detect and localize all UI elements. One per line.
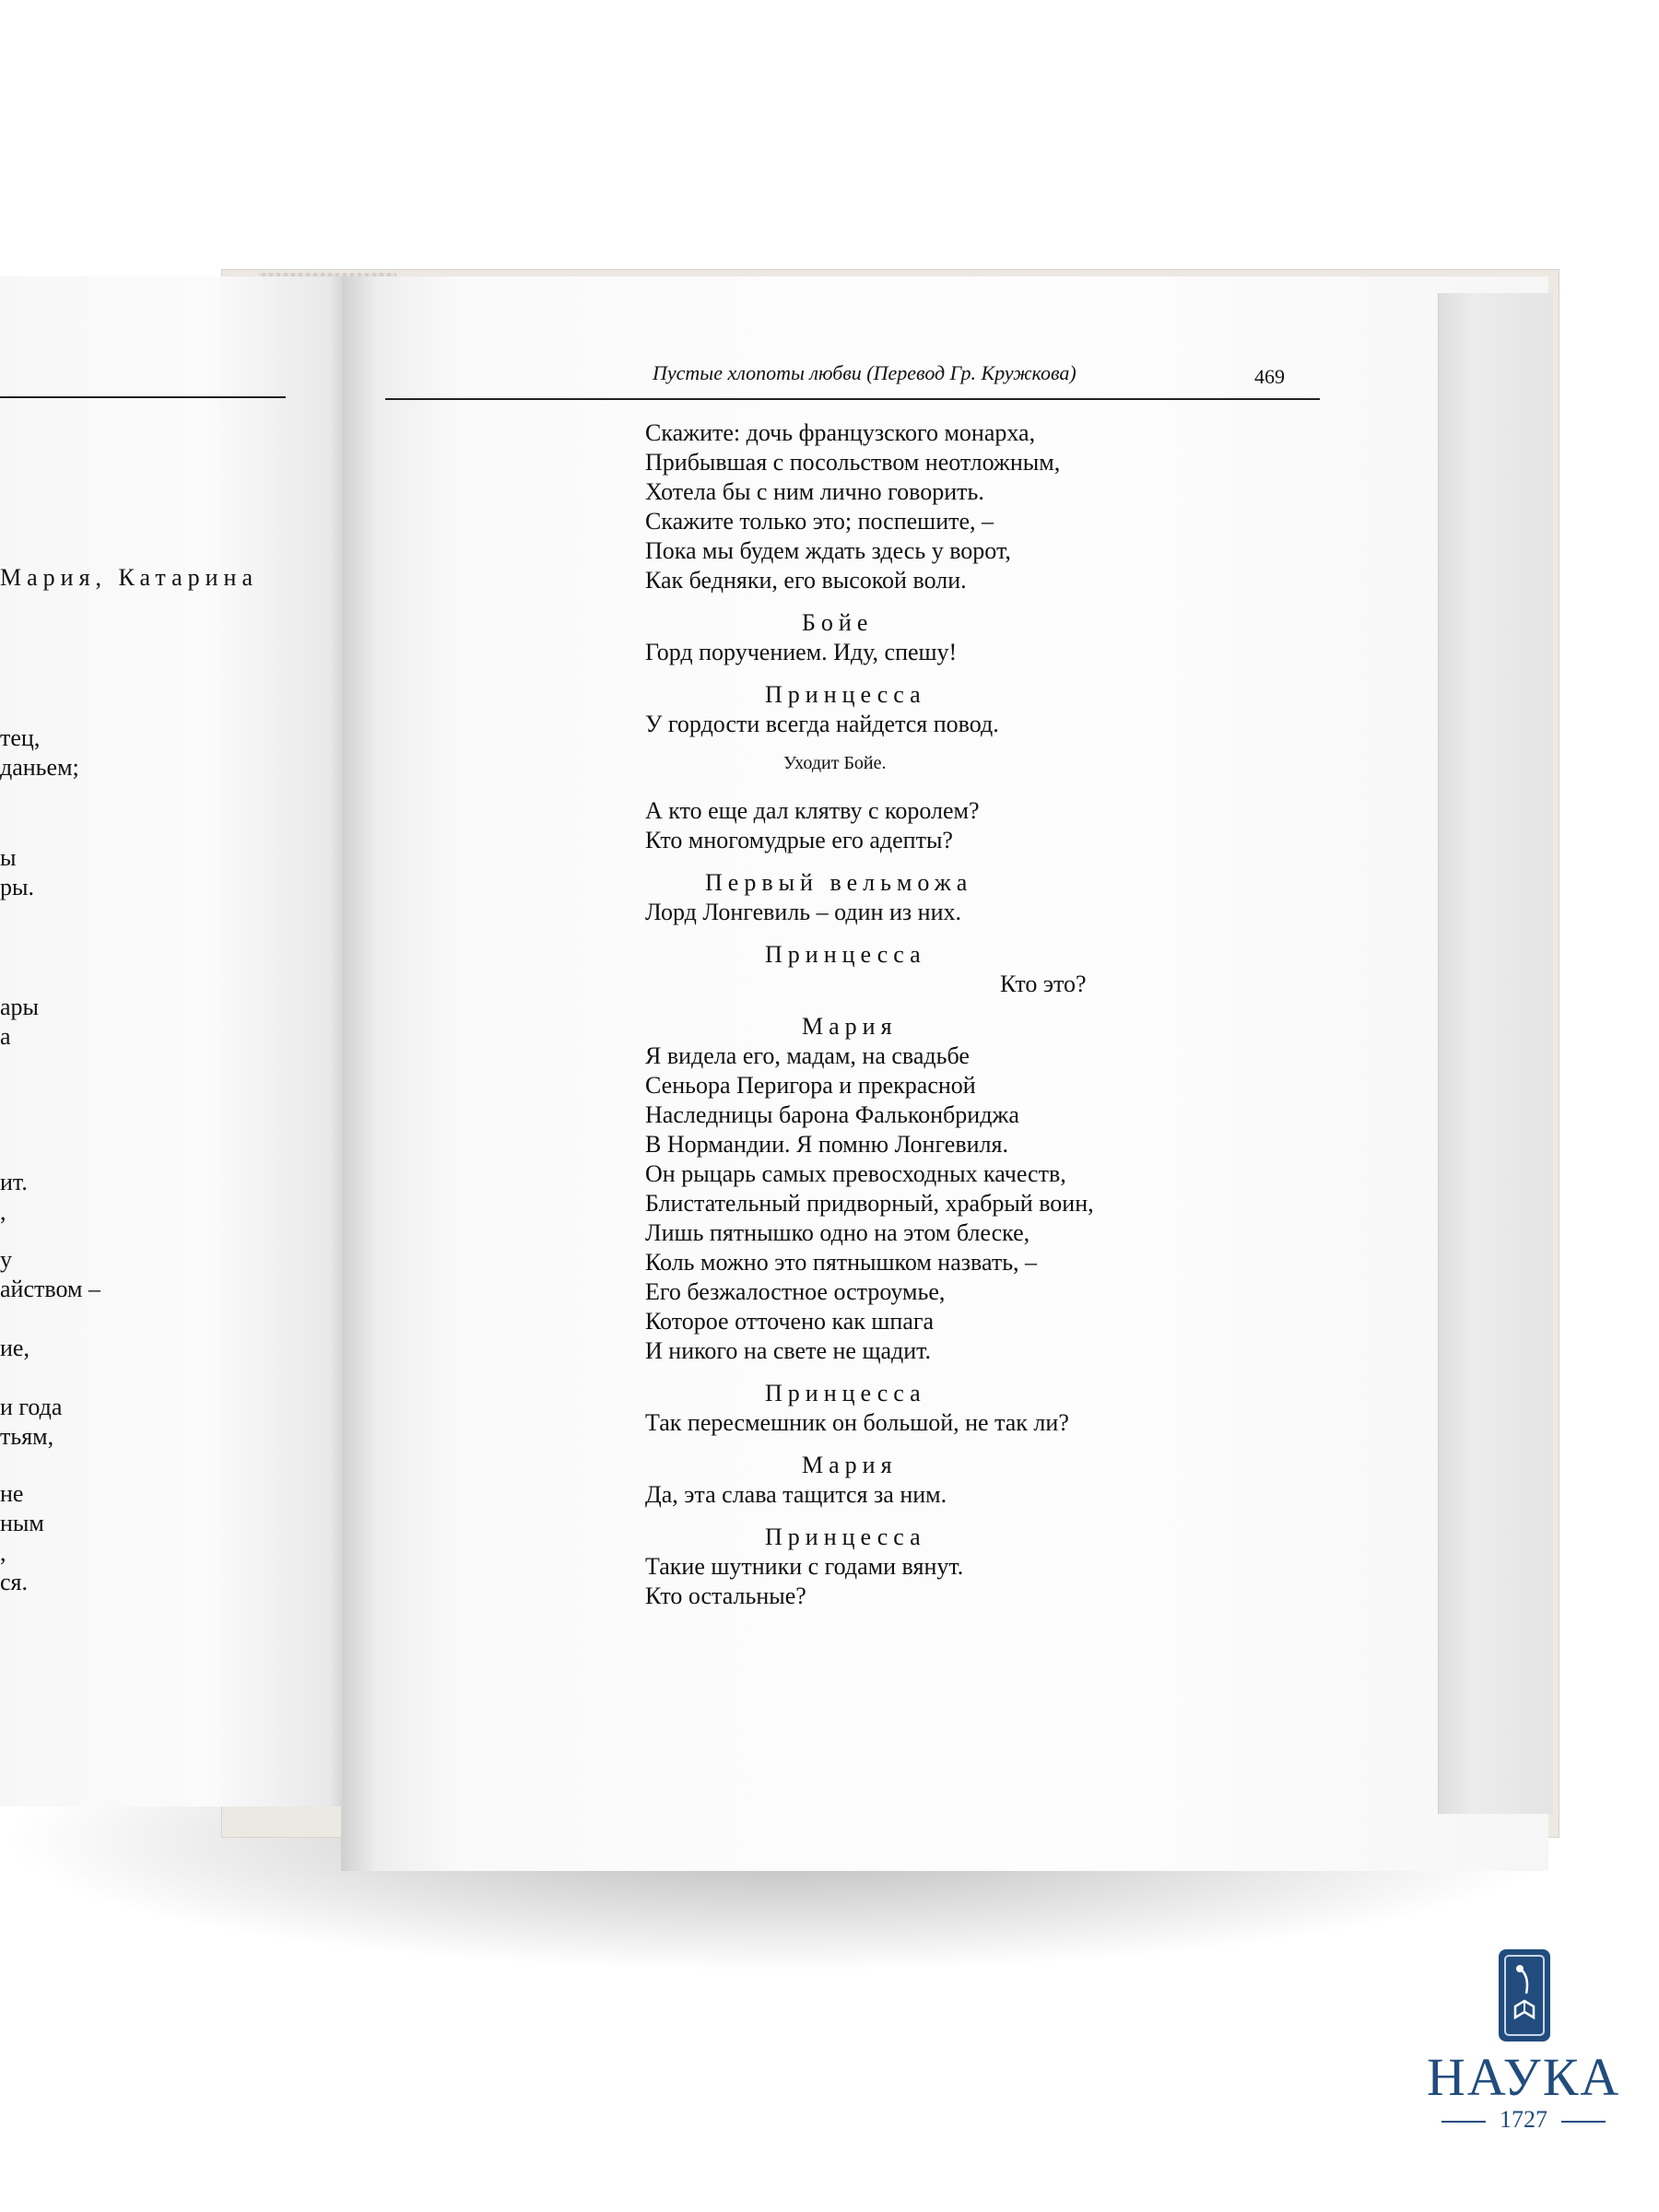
logo-year: 1727 xyxy=(1500,2106,1547,2133)
left-verse-line: тьям, xyxy=(0,1423,54,1450)
verse-line: А кто еще дал клятву с королем? xyxy=(645,797,980,824)
logo-dash-right xyxy=(1561,2121,1606,2123)
speaker-name: Принцесса xyxy=(765,941,926,968)
left-verse-line: тец, xyxy=(0,724,41,751)
verse-line: Хотела бы с ним лично говорить. xyxy=(645,478,984,505)
speaker-name: Принцесса xyxy=(765,1524,926,1550)
verse-line: Кто многомудрые его адепты? xyxy=(645,827,953,853)
verse-line: Лишь пятнышко одно на этом блеске, xyxy=(645,1219,1030,1246)
verse-line: Пока мы будем ждать здесь у ворот, xyxy=(645,537,1011,564)
verse-line: Блистательный придворный, храбрый воин, xyxy=(645,1190,1094,1217)
left-verse-line: ие, xyxy=(0,1335,29,1361)
left-verse-line: ит. xyxy=(0,1169,28,1195)
running-title: Пустые хлопоты любви (Перевод Гр. Кружкова) xyxy=(653,361,1077,384)
verse-line: И никого на свете не щадит. xyxy=(645,1337,932,1364)
verse-line: Такие шутники с годами вянут. xyxy=(645,1553,964,1580)
verse-line: Лорд Лонгевиль – один из них. xyxy=(645,899,961,925)
verse-line: Кто остальные? xyxy=(645,1583,806,1609)
left-header-rule xyxy=(0,396,286,398)
verse-line: У гордости всегда найдется повод. xyxy=(645,711,999,737)
verse-line: Которое отточено как шпага xyxy=(645,1308,935,1335)
page-number: 469 xyxy=(1254,365,1285,388)
speaker-name: Мария xyxy=(802,1452,898,1478)
verse-line: Так пересмешник он большой, не так ли? xyxy=(645,1409,1069,1436)
speaker-name: Первый вельможа xyxy=(705,869,973,896)
left-verse-line: ся. xyxy=(0,1569,28,1595)
left-verse-line: не xyxy=(0,1480,24,1507)
verse-line: Как бедняки, его высокой воли. xyxy=(645,567,967,594)
running-header xyxy=(385,361,1285,398)
verse-line: Скажите только это; поспешите, – xyxy=(645,508,994,535)
speaker-name: Принцесса xyxy=(765,1380,926,1406)
verse-line: В Нормандии. Я помню Лонгевиля. xyxy=(645,1131,1008,1158)
left-verse-line: , xyxy=(0,1198,6,1225)
play-text xyxy=(645,418,1290,1611)
left-verse-line: ы xyxy=(0,844,17,871)
verse-line: Сеньора Перигора и прекрасной xyxy=(645,1072,976,1099)
verse-line: Скажите: дочь французского монарха, xyxy=(645,419,1036,446)
left-verse-line: ным xyxy=(0,1510,44,1536)
stage-direction: Уходит Бойе. xyxy=(783,753,887,773)
verse-line: Прибывшая с посольством неотложным, xyxy=(645,449,1061,476)
speaker-name: Принцесса xyxy=(765,681,926,708)
page-edges xyxy=(1438,293,1553,1814)
verse-line: Его безжалостное остроумье, xyxy=(645,1278,946,1305)
left-verse-line: ары xyxy=(0,994,40,1020)
left-verse-line: айством – xyxy=(0,1276,100,1302)
right-page xyxy=(341,276,1548,1871)
verse-line: Наследницы барона Фальконбриджа xyxy=(645,1101,1019,1128)
book-emblem-icon xyxy=(1499,1949,1550,2041)
speaker-name: Мария xyxy=(802,1013,898,1040)
verse-line: Кто это? xyxy=(1000,971,1087,997)
verse-line: Он рыцарь самых превосходных качеств, xyxy=(645,1160,1066,1187)
verse-line: Коль можно это пятнышком назвать, – xyxy=(645,1249,1038,1276)
verse-line: Да, эта слава тащится за ним. xyxy=(645,1481,947,1508)
publisher-logo xyxy=(1427,1949,1620,2134)
left-speaker-line: Мария, Катарина xyxy=(0,564,258,591)
verse-line: Горд поручением. Иду, спешу! xyxy=(645,639,958,665)
left-verse-line: , xyxy=(0,1539,6,1566)
left-verse-line: у xyxy=(0,1246,12,1273)
header-rule xyxy=(385,398,1320,400)
left-page xyxy=(0,276,343,1806)
left-verse-line: даньем; xyxy=(0,754,79,781)
left-verse-line: и года xyxy=(0,1394,63,1420)
logo-name: НАУКА xyxy=(1427,2047,1621,2107)
left-verse-line: ры. xyxy=(0,874,34,900)
left-verse-line: а xyxy=(0,1023,11,1050)
speaker-name: Бойе xyxy=(802,609,874,636)
verse-line: Я видела его, мадам, на свадьбе xyxy=(645,1042,970,1069)
